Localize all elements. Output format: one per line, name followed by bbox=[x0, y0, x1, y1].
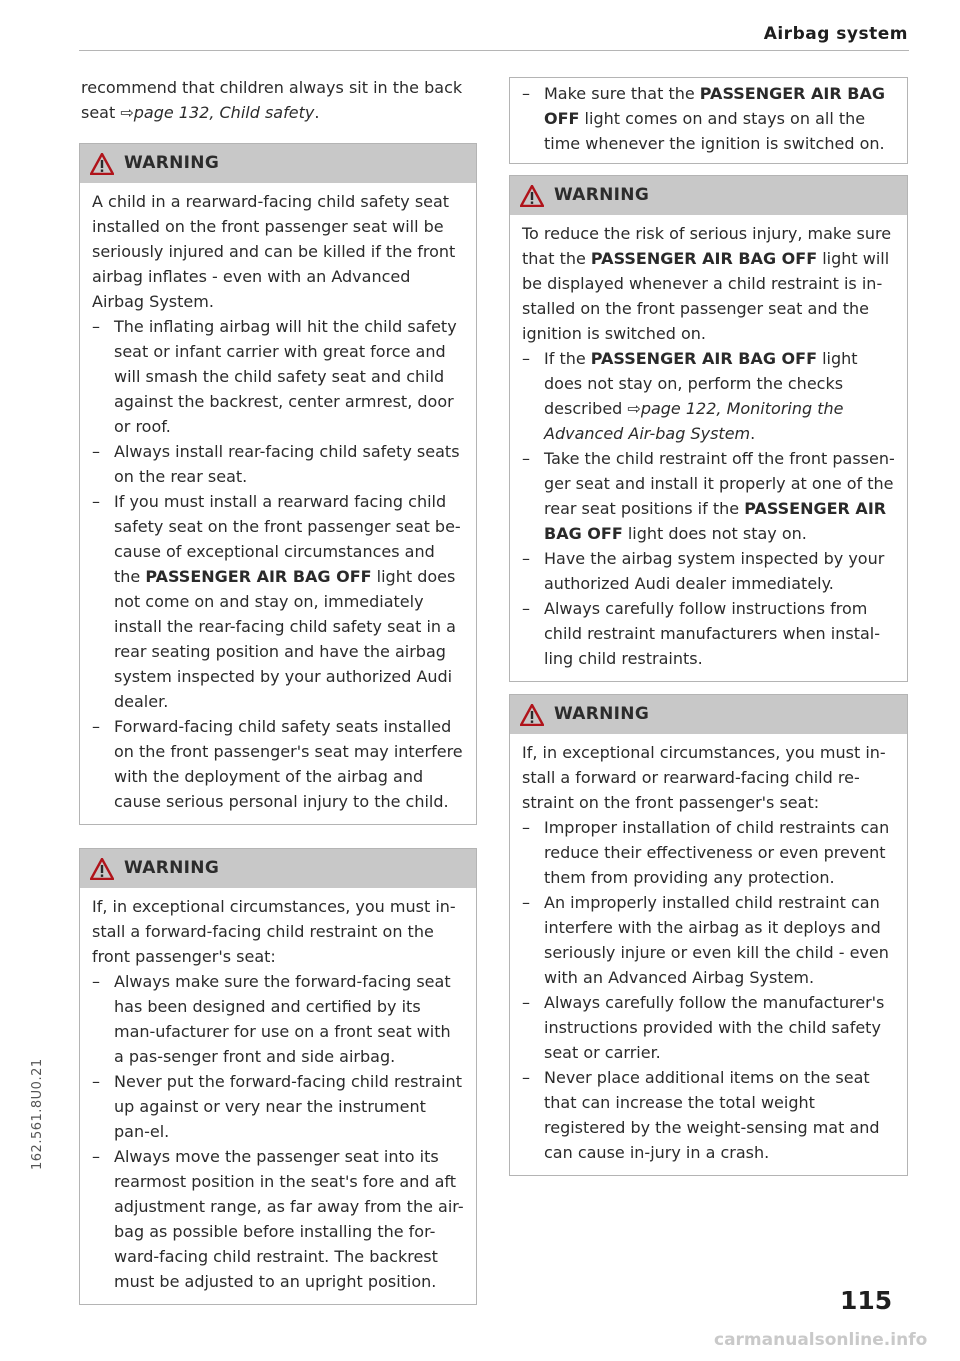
continued-warning-box bbox=[509, 77, 908, 164]
warning-list bbox=[522, 346, 895, 671]
warning-heading: WARNING bbox=[554, 185, 650, 205]
warning-triangle-icon bbox=[520, 185, 544, 207]
warning-list bbox=[92, 969, 464, 1294]
list-item: – The inflating airbag will hit the child safety seat or infant carrier with great force and will smash the child safety seat and child against the backrest, center armrest, door or roof. bbox=[92, 314, 464, 439]
warning-header bbox=[80, 144, 476, 183]
warning-box bbox=[509, 175, 908, 682]
warning-box bbox=[79, 848, 477, 1305]
warning-body bbox=[510, 734, 907, 1175]
warning-header bbox=[510, 176, 907, 215]
list-item: – Never put the forward-facing child restraint up against or very near the instrument pan-el. bbox=[92, 1069, 464, 1144]
warning-body bbox=[510, 215, 907, 681]
continued-list bbox=[522, 81, 895, 156]
warning-intro: To reduce the risk of serious injury, make sure that the PASSENGER AIR BAG OFF light will be displayed whenever a child restraint is in-stalled on the front passenger seat and the ignition is switched on. bbox=[522, 224, 892, 343]
page-number: 115 bbox=[840, 1286, 893, 1315]
section-title: Airbag system bbox=[763, 24, 908, 44]
right-column bbox=[509, 77, 908, 1176]
list-item: – Never place additional items on the seat that can increase the total weight registered by the weight-sensing mat and can cause in-jury in a crash. bbox=[522, 1065, 895, 1165]
list-item: – Take the child restraint off the front passen-ger seat and install it properly at one of the rear seat positions if the PASSENGER AIR BAG OFF light does not stay on. bbox=[522, 446, 895, 546]
cross-reference-link[interactable]: page 132, Child safety bbox=[133, 103, 315, 122]
cross-reference-arrow-icon: ⇨ bbox=[120, 103, 134, 122]
list-item: – Always carefully follow instructions from child restraint manufacturers when instal-ling child restraints. bbox=[522, 596, 895, 671]
warning-intro: A child in a rearward-facing child safety seat installed on the front passenger seat will be seriously injured and can be killed if the front airbag inflates - even with an Advanced Airbag System. bbox=[92, 192, 456, 311]
cross-reference-link[interactable]: page 122, Monitoring the Advanced Air-bag System bbox=[544, 399, 844, 443]
warning-intro: If, in exceptional circumstances, you must in-stall a forward-facing child restraint on the front passenger's seat: bbox=[92, 897, 456, 966]
warning-heading: WARNING bbox=[124, 153, 220, 173]
warning-box bbox=[509, 694, 908, 1176]
list-item: – Always move the passenger seat into its rearmost position in the seat's fore and aft adjustment range, as far away from the air-bag as possible before installing the for-ward-facing child restraint. The backrest must be adjusted to an upright position. bbox=[92, 1144, 464, 1294]
list-item: – Always carefully follow the manufacturer's instructions provided with the child safety seat or carrier. bbox=[522, 990, 895, 1065]
warning-heading: WARNING bbox=[554, 704, 650, 724]
list-item: – Forward-facing child safety seats installed on the front passenger's seat may interfere with the deployment of the airbag and cause serious personal injury to the child. bbox=[92, 714, 464, 814]
warning-triangle-icon bbox=[90, 858, 114, 880]
warning-intro: If, in exceptional circumstances, you must in-stall a forward or rearward-facing child re-straint on the front passenger's seat: bbox=[522, 743, 886, 812]
list-item: – If you must install a rearward facing child safety seat on the front passenger seat be-cause of exceptional circumstances and the PASSENGER AIR BAG OFF light does not come on and stay on, immediately install the rear-facing child safety seat in a rear seating position and have the airbag system inspected by your authorized Audi dealer. bbox=[92, 489, 464, 714]
warning-list bbox=[522, 815, 895, 1165]
list-item: – If the PASSENGER AIR BAG OFF light does not stay on, perform the checks described ⇨page 122, Monitoring the Advanced Air-bag System. bbox=[522, 346, 895, 446]
warning-header bbox=[80, 849, 476, 888]
list-item: – Make sure that the PASSENGER AIR BAG OFF light comes on and stays on all the time whenever the ignition is switched on. bbox=[522, 84, 885, 153]
warning-list bbox=[92, 314, 464, 814]
intro-paragraph: recommend that children always sit in the back seat ⇨page 132, Child safety. bbox=[81, 78, 463, 122]
cross-reference-arrow-icon: ⇨ bbox=[627, 399, 641, 418]
watermark: carmanualsonline.info bbox=[714, 1330, 928, 1350]
warning-header bbox=[510, 695, 907, 734]
list-item: – An improperly installed child restraint can interfere with the airbag as it deploys and seriously injure or even kill the child - even with an Advanced Airbag System. bbox=[522, 890, 895, 990]
warning-triangle-icon bbox=[520, 704, 544, 726]
warning-body bbox=[80, 183, 476, 824]
list-item: – Always install rear-facing child safety seats on the rear seat. bbox=[92, 439, 464, 489]
left-column bbox=[79, 0, 477, 1305]
warning-box bbox=[79, 143, 477, 825]
list-item: – Have the airbag system inspected by your authorized Audi dealer immediately. bbox=[522, 546, 895, 596]
warning-heading: WARNING bbox=[124, 858, 220, 878]
warning-body bbox=[80, 888, 476, 1304]
list-item: – Improper installation of child restraints can reduce their effectiveness or even prevent them from providing any protection. bbox=[522, 815, 895, 890]
warning-triangle-icon bbox=[90, 153, 114, 175]
document-code: 162.561.8U0.21 bbox=[30, 1058, 45, 1170]
list-item: – Always make sure the forward-facing seat has been designed and certified by its man-ufacturer for use on a front seat with a pas-senger front and side airbag. bbox=[92, 969, 464, 1069]
